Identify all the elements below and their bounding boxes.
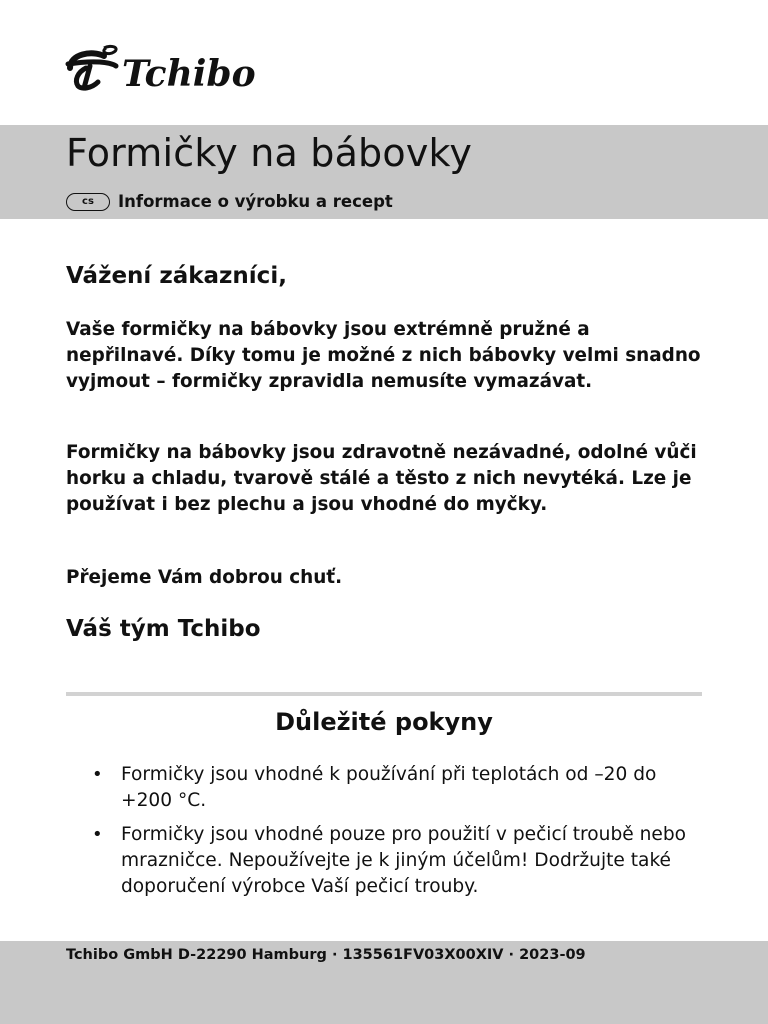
bullet-icon: • [92, 824, 103, 845]
letter [66, 263, 706, 642]
page-title: Formičky na bábovky [66, 131, 473, 175]
list-item [92, 762, 702, 814]
svg-text:Tchibo: Tchibo [122, 53, 256, 94]
signoff: Váš tým Tchibo [66, 616, 261, 642]
greeting: Vážení zákazníci, [66, 263, 287, 289]
tchibo-logo [64, 42, 300, 94]
list-item-text: Formičky jsou vhodné k používání při teplotách od –20 do +200 °C. [121, 764, 657, 811]
list-item-text: Formičky jsou vhodné pouze pro použití v pečicí troubě nebo mrazničce. Nepoužívejte je k jiným účelům! Dodržujte také doporučení výrobce Vaší pečicí trouby. [121, 824, 687, 897]
divider [66, 692, 702, 696]
title-band [0, 125, 768, 219]
language-badge: cs [66, 193, 110, 211]
bullet-icon: • [92, 764, 103, 785]
paragraph: Přejeme Vám dobrou chuť. [66, 567, 343, 588]
footer-text: Tchibo GmbH D-22290 Hamburg · 135561FV03X00XIV · 2023-09 [66, 947, 586, 963]
list-item [92, 822, 702, 900]
paragraph: Formičky na bábovky jsou zdravotně nezávadné, odolné vůči horku a chladu, tvarově stálé a těsto z nich nevytéká. Lze je používat i bez plechu a jsou vhodné do myčky. [66, 442, 697, 515]
subtitle: Informace o výrobku a recept [118, 192, 393, 211]
subtitle-line [66, 192, 393, 211]
paragraph: Vaše formičky na bábovky jsou extrémně pružné a nepřilnavé. Díky tomu je možné z nich bábovky velmi snadno vyjmout – formičky zpravidla nemusíte vymazávat. [66, 319, 701, 392]
footer [0, 941, 768, 1024]
instructions-list [92, 762, 702, 908]
instructions-heading: Důležité pokyny [275, 708, 493, 736]
